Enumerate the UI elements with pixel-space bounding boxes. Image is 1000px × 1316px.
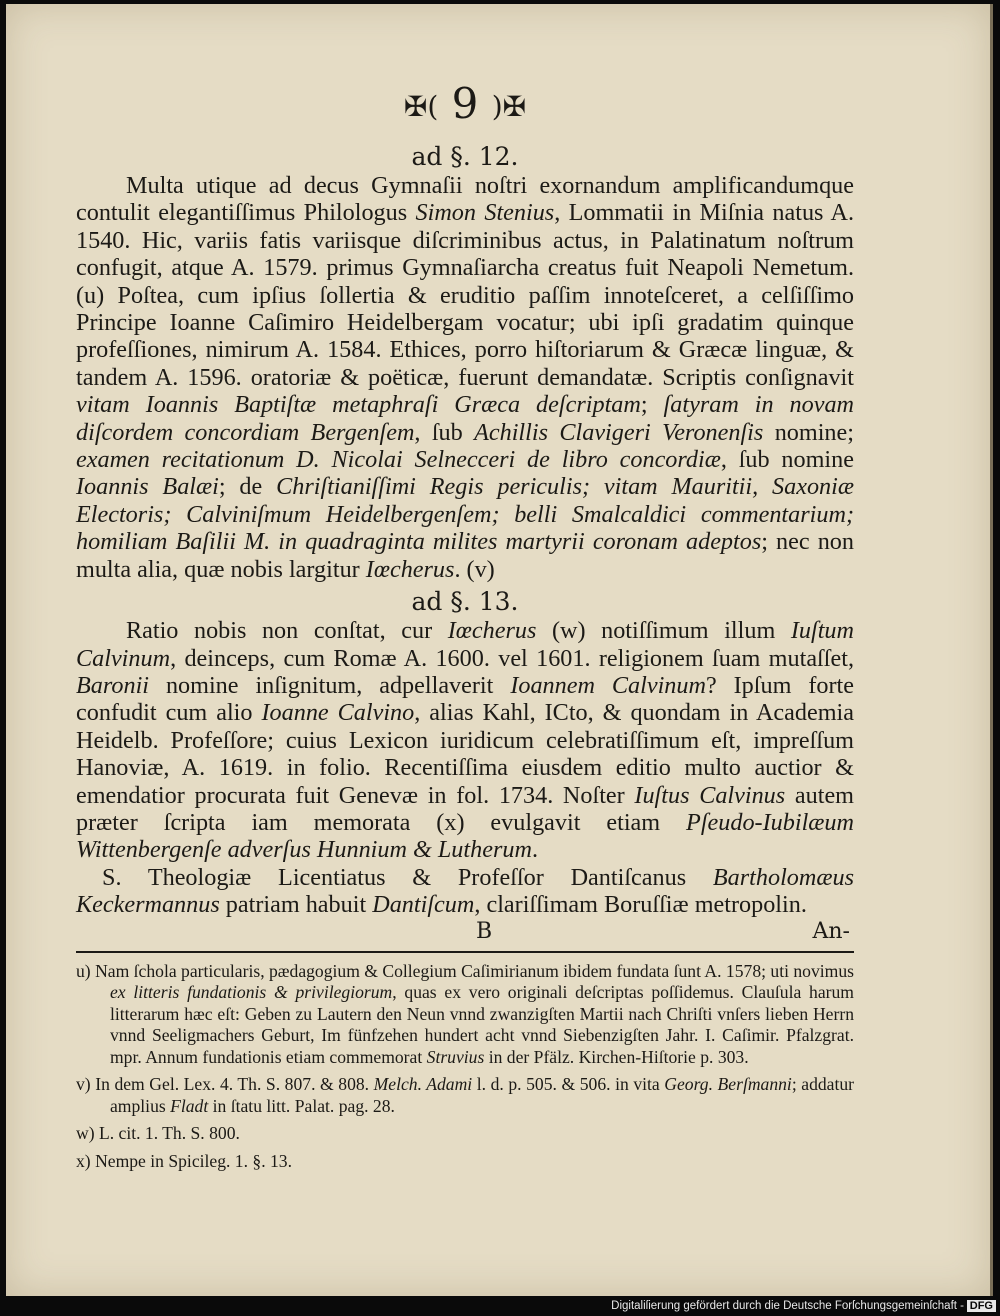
italic-text: Chriſtianiſſimi Regis periculis; vitam Mauritii, Saxoniæ Electoris; Calviniſmum Heidelbergenſem; belli Smalcaldici commentarium; homiliam Baſilii M. in quadraginta milites martyrii coronam adeptos xyxy=(76,473,854,556)
text-run: autem præter ſcripta iam memorata (x) evulgavit etiam xyxy=(76,781,854,836)
footnote-divider xyxy=(76,951,854,953)
footnote-text xyxy=(95,1151,292,1171)
italic-text: examen recitationum D. Nicolai Selnecceri de libro concordiæ xyxy=(76,446,721,474)
document-page xyxy=(6,4,993,1296)
signature-mark: B xyxy=(476,918,493,944)
text-run: ; de xyxy=(218,473,277,501)
italic-text: Achillis Clavigeri Veronenſis xyxy=(474,418,764,446)
text-run: , ſub xyxy=(414,418,475,446)
italic-text: vitam Ioannis Baptiſtæ metaphraſi Græca deſcriptam xyxy=(76,391,641,419)
footnote-w xyxy=(76,1123,854,1145)
text-run: , ſub nomine xyxy=(720,446,854,474)
italic-text: Iuſtum Calvinum xyxy=(76,617,854,672)
section-13-text xyxy=(76,617,854,863)
footnote-u xyxy=(76,961,854,1069)
text-run: ; xyxy=(640,391,664,419)
italic-text: Ioannem Calvinum xyxy=(510,671,706,699)
italic-text: Iœcherus xyxy=(365,555,455,583)
text-run: patriam habuit xyxy=(219,891,373,919)
text-run: ; addatur amplius xyxy=(110,1074,855,1116)
text-run: Nam ſchola particularis, pædagogium & Collegium Caſimirianum ibidem fundata ſunt A. 1578; uti novimus xyxy=(95,960,854,981)
text-run: in der Pfälz. Kirchen-Hiſtorie p. 303. xyxy=(484,1046,749,1067)
italic-text: Struvius xyxy=(426,1046,485,1067)
footnote-x xyxy=(76,1151,854,1173)
italic-text: Georg. Berſmanni xyxy=(664,1074,792,1095)
left-ornament: ✠( xyxy=(403,90,439,123)
text-run: , alias Kahl, ICto, & quondam in Academia Heidelb. Profeſſore; cuius Lexicon iuridicum celebratiſſimum eſt, impreſſum Hanoviæ, A. 1619. in folio. Recentiſſima eiusdem editio multo auctior & emendatior procurata fuit Genevæ in fol. 1734. Noſter xyxy=(76,699,854,809)
footnote-text xyxy=(95,961,854,1067)
footer-bar xyxy=(0,1298,1000,1316)
text-run: , quas ex vero originali deſcriptas poſſidemus. Clauſula harum litterarum hæc eſt: Geben zu Lautern den Neun vnnd zwanzigſten Martii nach Chriſti vnſers lieben Herrn vnnd Seeligmachers Geburt, Im fünfzehen hundert acht vnnd Siebenzigſten Jahr. I. Caſimir. Pfalzgrat. mpr. Annum fundationis etiam commemorat xyxy=(110,982,854,1067)
catchword: An- xyxy=(812,918,850,944)
footnotes xyxy=(76,961,854,1173)
text-run: nomine inſignitum, adpellaverit xyxy=(149,671,511,699)
footnote-mark: w) xyxy=(76,1123,95,1144)
italic-text: ſatyram in novam diſcordem concordiam Bergenſem xyxy=(76,391,855,446)
text-run: in ſtatu litt. Palat. pag. 28. xyxy=(208,1095,395,1116)
footnote-v xyxy=(76,1074,854,1117)
text-run: Multa utique ad decus Gymnaſii noſtri exornandum amplificandumque contulit elegantiſſimus Philologus xyxy=(76,172,854,227)
section-12-text xyxy=(76,172,854,583)
section-12-heading: ad §. 12. xyxy=(411,142,519,171)
signature-line xyxy=(76,919,854,945)
text-run: ? Ipſum forte confudit cum alio xyxy=(76,671,854,727)
section-13-paragraph-2 xyxy=(76,864,854,919)
section-13-heading: ad §. 13. xyxy=(411,587,519,617)
italic-text: Baronii xyxy=(76,671,150,699)
footer-funding-text: Digitaliſierung gefördert durch die Deutsche Forſchungsgemeinſchaft - xyxy=(611,1300,964,1312)
text-run: , clariſſimam Boruſſiæ metropolin. xyxy=(474,891,807,919)
footnote-mark: u) xyxy=(76,960,91,981)
italic-text: Melch. Adami xyxy=(373,1074,473,1095)
italic-text: Bartholomæus Keckermannus xyxy=(76,863,854,919)
text-run: (w) notiſſimum illum xyxy=(536,617,791,645)
text-run: S. Theologiæ Licentiatus & Profeſſor Dantiſcanus xyxy=(102,863,713,891)
italic-text: Simon Stenius xyxy=(415,199,555,227)
italic-text: Ioannis Balæi xyxy=(76,473,219,501)
footnote-mark: x) xyxy=(76,1150,91,1171)
italic-text: Dantiſcum xyxy=(372,891,475,919)
page-header xyxy=(76,79,854,130)
italic-text: Pſeudo-Iubilæum Wittenbergenſe adverſus Hunnium & Lutherum xyxy=(76,808,854,864)
footnote-mark: v) xyxy=(76,1074,91,1095)
section-13-paragraph xyxy=(76,617,854,864)
section-12-paragraph xyxy=(76,172,854,583)
text-run: , deinceps, cum Romæ A. 1600. vel 1601. religionem ſuam mutaſſet, xyxy=(170,644,854,672)
text-run: , Lommatii in Miſnia natus A. 1540. Hic, variis fatis variisque diſcriminibus actus, in Palatinatum noſtrum confugit, atque A. 1579. primus Gymnaſiarcha creatus fuit Neapoli Nemetum. (u) Poſtea, cum ipſius ſollertia & eruditio paſſim innoteſceret, a celſiſſimo Principe Ioanne Caſimiro Heidelbergam vocatur; ubi ipſi gradatim quinque profeſſiones, nimirum A. 1584. Ethices, porro hiſtoriarum & Græcæ linguæ, & tandem A. 1596. oratoriæ & poëticæ, fuerunt demandatæ. Scriptis conſignavit xyxy=(76,199,854,391)
italic-text: Fladt xyxy=(170,1095,209,1116)
dfg-logo: DFG xyxy=(967,1300,996,1312)
text-run: ; nec non multa alia, quæ nobis largitur xyxy=(76,528,854,583)
text-run: l. d. p. 505. & 506. in vita xyxy=(472,1074,665,1095)
section-13-text-2 xyxy=(76,864,854,918)
text-run: Nempe in Spicileg. 1. §. 13. xyxy=(95,1150,292,1171)
text-run: Ratio nobis non conſtat, cur xyxy=(126,617,448,645)
right-ornament: )✠ xyxy=(491,90,527,123)
text-run: L. cit. 1. Th. S. 800. xyxy=(98,1123,240,1144)
italic-text: Ioanne Calvino xyxy=(261,699,415,727)
text-run: . (v) xyxy=(454,555,495,583)
page-content xyxy=(76,79,855,1178)
italic-text: ex litteris fundationis & privilegiorum xyxy=(110,982,393,1003)
text-run: . xyxy=(531,836,538,864)
page-number: 9 xyxy=(451,79,479,128)
text-run: In dem Gel. Lex. 4. Th. S. 807. & 808. xyxy=(95,1074,374,1095)
italic-text: Iœcherus xyxy=(447,617,537,645)
italic-text: Iuſtus Calvinus xyxy=(634,781,786,809)
footnote-text xyxy=(95,1074,854,1116)
text-run: nomine; xyxy=(763,418,854,446)
footnote-text xyxy=(99,1123,240,1143)
